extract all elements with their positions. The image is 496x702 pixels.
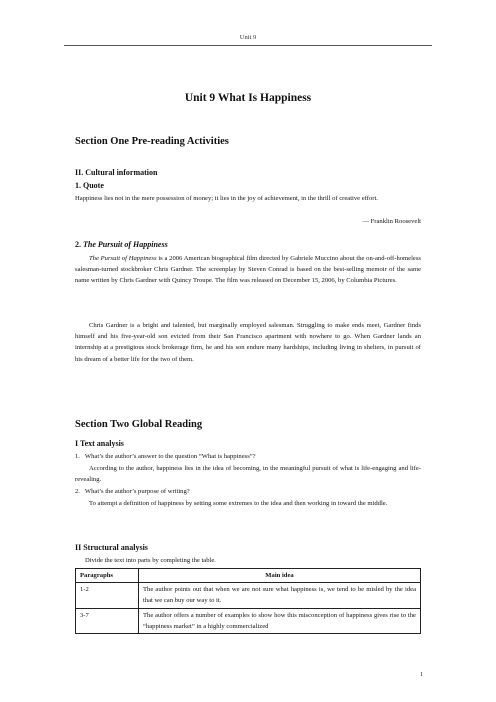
- quote-author: — Franklin Roosevelt: [362, 218, 421, 225]
- table-header-main-idea: Main idea: [139, 569, 421, 583]
- film-title-inline: The Pursuit of Happiness: [89, 255, 157, 262]
- film-heading-title: The Pursuit of Happiness: [83, 240, 168, 249]
- film-paragraph-1-text: is a 2006 American biographical film directed by Gabriele Muccino about the on-and-off-homeless salesman-turned stockbroker Chris Gardner. The screenplay by Steven Conrad is based on the best-selling memoir of the same name written by Chris Gardner with Quincy Troupe. The film was released on December 15, 2006, by Columbia Pictures.: [75, 255, 421, 285]
- quote-text: Happiness lies not in the mere possession of money; it lies in the joy of achievement, in the thrill of creative effort.: [75, 195, 378, 202]
- running-header: Unit 9: [239, 34, 257, 41]
- table-cell-paragraphs: 3-7: [76, 608, 139, 633]
- table-row: [76, 583, 421, 608]
- film-paragraph-1: [75, 253, 421, 287]
- text-analysis-heading: I Text analysis: [75, 439, 124, 448]
- page-number: 1: [420, 671, 424, 678]
- film-heading-number: 2.: [75, 240, 83, 249]
- answer-2: To attempt a definition of happiness by setting some extremes to the idea and then working in toward the middle.: [89, 500, 388, 507]
- section-two-heading: Section Two Global Reading: [75, 419, 203, 430]
- table-cell-main-idea: The author offers a number of examples to show how this misconception of happiness gives rise to the “happiness market” in a highly commercialized: [139, 608, 421, 633]
- question-2: 2. What’s the author’s purpose of writing?: [75, 488, 190, 495]
- header-rule: [64, 45, 432, 46]
- structural-analysis-heading: II Structural analysis: [75, 543, 148, 552]
- question-1: 1. What’s the author’s answer to the question “What is happiness”?: [75, 453, 256, 460]
- table-header-row: [76, 569, 421, 583]
- table-cell-paragraphs: 1-2: [76, 583, 139, 608]
- table-header-paragraphs: Paragraphs: [76, 569, 139, 583]
- film-heading: [75, 240, 421, 249]
- film-paragraph-2: Chris Gardner is a bright and talented, but marginally employed salesman. Struggling to make ends meet, Gardner finds himself and his five-year-old son evicted from their San Francisco apartment with nowhere to go. When Gardner lands an internship at a prestigious stock brokerage firm, he and his son endure many hardships, including living in shelters, in pursuit of his dream of a better life for the two of them.: [75, 322, 421, 363]
- structural-instruction: Divide the text into parts by completing the table.: [85, 557, 216, 564]
- page-title: Unit 9 What Is Happiness: [184, 92, 312, 104]
- structure-table: [75, 568, 421, 634]
- table-cell-main-idea: The author points out that when we are not sure what happiness is, we tend to be misled by the idea that we can buy our way to it.: [139, 583, 421, 608]
- cultural-info-heading: II. Cultural information: [75, 168, 158, 177]
- table-row: [76, 608, 421, 633]
- quote-heading: 1. Quote: [75, 181, 104, 190]
- answer-1: According to the author, happiness lies in the idea of becoming, in the meaningful pursuit of what is life-engaging and life-revealing.: [75, 465, 421, 484]
- section-one-heading: Section One Pre-reading Activities: [75, 136, 229, 147]
